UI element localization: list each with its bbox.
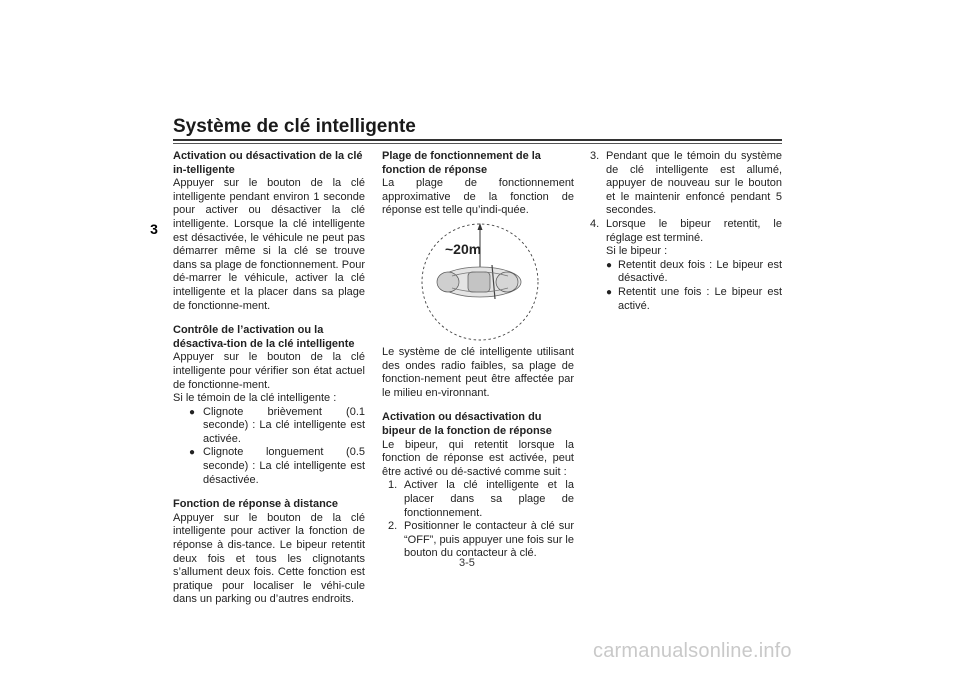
list-item: ● Clignote longuement (0.5 seconde) : La clé intelligente est désactivée.	[189, 446, 365, 486]
page-number: 3-5	[459, 557, 475, 569]
header-rule	[173, 139, 782, 141]
column-2	[382, 150, 574, 561]
list-item: 2. Positionner le contacteur à clé sur “OFF”, puis appuyer une fois sur le bouton du contacteur à clé.	[388, 520, 574, 560]
section-heading-check: Contrôle de l’activation ou la désactiva-tion de la clé intelligente	[173, 324, 355, 350]
header-rule-thin	[173, 143, 782, 144]
section-heading-beeper: Activation ou désactivation du bipeur de la fonction de réponse	[382, 411, 552, 437]
list-item: 4. Lorsque le bipeur retentit, le réglage est terminé.	[590, 217, 782, 244]
paragraph: Appuyer sur le bouton de la clé intelligente pour activer la fonction de réponse à dis-tance. Le bipeur retentit deux fois et tous les clignotants s’allument deux fois. Cette fonction est pratique pour localiser le véhi-cule dans un parking ou d’autres endroits.	[173, 511, 365, 606]
column-1	[173, 150, 365, 607]
list-item: 3. Pendant que le témoin du système de clé intelligente est allumé, appuyer de nouveau sur le bouton et le maintenir enfoncé pendant 5 secondes.	[590, 150, 782, 217]
bullet-icon: ●	[606, 259, 613, 271]
paragraph: Appuyer sur le bouton de la clé intelligente pendant environ 1 seconde pour activer ou désactiver la clé intelligente. Lorsque la clé intelligente est désactivée, le véhicule ne peut pas démarrer même si la clé se trouve dans sa plage de fonctionnement. Pour dé-marrer le véhicule, activer la clé intelligente et la placer dans sa plage de fonctionne-ment.	[173, 177, 365, 312]
bullet-icon: ●	[189, 406, 196, 418]
chapter-number: 3	[142, 218, 166, 240]
range-label: ~20m	[445, 240, 482, 257]
section-heading-activation: Activation ou désactivation de la clé in-telligente	[173, 150, 363, 176]
paragraph: La plage de fonctionnement approximative de la fonction de réponse est telle qu’indi-quée.	[382, 177, 574, 217]
watermark: carmanualsonline.info	[593, 640, 792, 662]
list-item: ● Clignote brièvement (0.1 seconde) : La clé intelligente est activée.	[189, 405, 365, 445]
paragraph: Le système de clé intelligente utilisant des ondes radio faibles, sa plage de fonction-nement peut être affectée par le milieu en-vironnant.	[382, 345, 574, 399]
motorcycle-icon	[437, 265, 521, 299]
range-diagram	[382, 220, 574, 342]
list-item: 1. Activer la clé intelligente et la placer dans sa plage de fonctionnement.	[388, 479, 574, 519]
list-item: ● Retentit deux fois : Le bipeur est désactivé.	[606, 258, 782, 285]
bullet-icon: ●	[606, 286, 613, 298]
bullet-icon: ●	[189, 447, 196, 459]
list-item: ● Retentit une fois : Le bipeur est activé.	[606, 285, 782, 312]
column-3	[590, 150, 782, 313]
paragraph: Le bipeur, qui retentit lorsque la fonction de réponse est activée, peut être activé ou dé-sactivé comme suit :	[382, 438, 574, 478]
section-heading-remote-response: Fonction de réponse à distance	[173, 498, 339, 511]
paragraph: Appuyer sur le bouton de la clé intelligente pour vérifier son état actuel de fonctionne-ment.	[173, 351, 365, 391]
page-title: Système de clé intelligente	[173, 116, 416, 137]
paragraph: Si le bipeur :	[606, 245, 668, 258]
section-heading-range: Plage de fonctionnement de la fonction de réponse	[382, 150, 541, 176]
range-figure	[382, 220, 574, 342]
paragraph: Si le témoin de la clé intelligente :	[173, 392, 337, 405]
